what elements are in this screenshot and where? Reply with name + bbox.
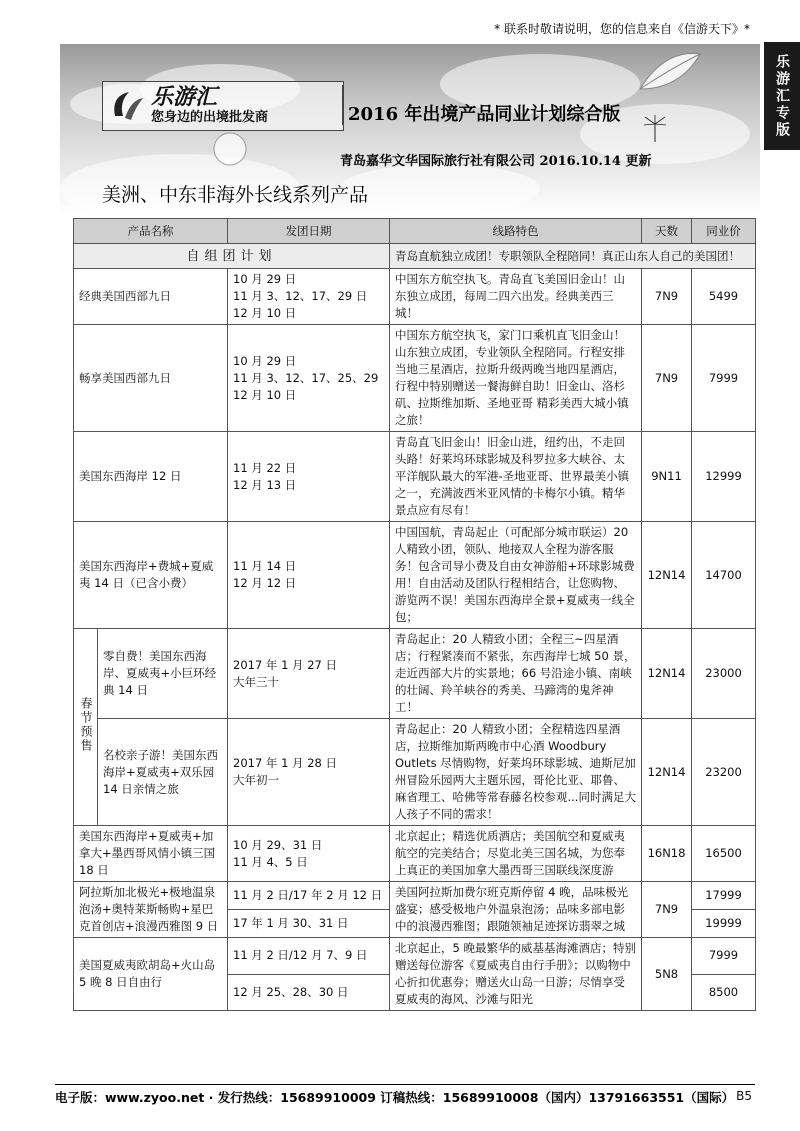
product-dates (228, 269, 390, 325)
product-name: 美国东西海岸+夏威夷+加拿大+墨西哥风情小镇三国 18 日 (74, 826, 228, 882)
date-line: 大年初一 (233, 773, 279, 787)
dandelion-icon (640, 114, 670, 144)
product-price: 7999 (692, 325, 756, 432)
product-days: 12N14 (642, 719, 692, 826)
table-row (74, 522, 756, 629)
header-days: 天数 (642, 219, 692, 244)
date-line: 大年三十 (233, 674, 279, 689)
company-update: 青岛嘉华文华国际旅行社有限公司 2016.10.14 更新 (340, 154, 652, 169)
festival-label: 春节预售 (79, 696, 93, 753)
product-days: 7N9 (642, 882, 692, 938)
product-price: 7999 (692, 938, 756, 975)
product-price: 12999 (692, 432, 756, 522)
product-feature: 青岛起止：20 人精致小团；全程三~四星酒店；行程紧凑而不紧张，东西海岸七城 50 景，走近西部大片的实景地；66 号沿途小镇、南峡的壮阔、羚羊峡谷的秀美、马蹄湾的鬼斧神工！ (390, 629, 642, 719)
product-days: 7N9 (642, 325, 692, 432)
product-feature: 北京起止；精选优质酒店；美国航空和夏威夷航空的完美结合；尽览北美三国名城，为您奉上真正的美国加拿大墨西哥三国联线深度游 (390, 826, 642, 882)
self-group-name: 自组团计划 (74, 244, 390, 269)
side-tab: 乐游汇专版 (764, 42, 800, 150)
logo-swirl-icon (103, 83, 151, 129)
product-days: 9N11 (642, 432, 692, 522)
footer-divider (55, 1084, 755, 1085)
leaf-icon (635, 49, 705, 99)
table-row (74, 325, 756, 432)
logo-slogan: 您身边的出境批发商 (151, 110, 269, 125)
page-number: B5 (736, 1089, 752, 1103)
table-row (74, 826, 756, 882)
product-price: 16500 (692, 826, 756, 882)
table-header-row (74, 219, 756, 244)
product-price: 23200 (692, 719, 756, 826)
date-line: 12 月 10 日 (233, 306, 297, 320)
date-line: 12 月 12 日 (233, 576, 297, 590)
product-days: 12N14 (642, 522, 692, 629)
date-line: 10 月 29 日 (233, 272, 297, 286)
table-row (74, 629, 756, 719)
table-row (74, 719, 756, 826)
date-line: 10 月 29 日 (233, 353, 297, 368)
date-line: 11 月 3、12、17、29 日 (233, 289, 368, 303)
product-dates (228, 522, 390, 629)
product-name: 经典美国西部九日 (74, 269, 228, 325)
footer-contact: 电子版：www.zyoo.net · 发行热线：15689910009 订稿热线：15689910008（国内）13791663551（国际） (55, 1090, 735, 1105)
header-dates: 发团日期 (228, 219, 390, 244)
product-feature: 北京起止，5 晚最繁华的威基基海滩酒店；特别赠送每位游客《夏威夷自由行手册》；以购物中心折扣优惠券；赠送火山岛一日游；尽情享受夏威夷的海风、沙滩与阳光 (390, 938, 642, 1011)
product-dates: 11 月 2 日/12 月 7、9 日 (228, 938, 390, 975)
table-row (74, 938, 756, 975)
product-name: 零自费！美国东西海岸、夏威夷+小巨环经典 14 日 (98, 629, 228, 719)
date-line: 11 月 3、12、17、25、29 (233, 370, 379, 385)
header-name: 产品名称 (74, 219, 228, 244)
product-dates: 17 年 1 月 30、31 日 (228, 910, 390, 938)
header-feature: 线路特色 (390, 219, 642, 244)
table-row (74, 269, 756, 325)
table-row (74, 432, 756, 522)
product-price: 14700 (692, 522, 756, 629)
product-feature: 中国国航，青岛起止（可配部分城市联运）20 人精致小团，领队、地接双人全程为游客服务！包含司导小费及自由女神游船+环球影城费用！自由活动及团队行程相结合，让您购物、游览两不误！美国东西海岸全景+夏威夷一线全包； (390, 522, 642, 629)
date-line: 11 月 4、5 日 (233, 854, 308, 869)
date-line: 2017 年 1 月 27 日 (233, 657, 337, 672)
product-price: 19999 (692, 910, 756, 938)
banner-divider (342, 85, 343, 125)
logo-name: 乐游汇 (151, 85, 218, 110)
date-line: 12 月 13 日 (233, 477, 297, 492)
date-line: 11 月 22 日 (233, 460, 297, 475)
product-dates (228, 719, 390, 826)
top-note: * 联系时敬请说明，您的信息来自《信游天下》* (494, 22, 750, 36)
product-price: 5499 (692, 269, 756, 325)
product-dates (228, 826, 390, 882)
product-name: 名校亲子游！美国东西海岸+夏威夷+双乐园 14 日亲情之旅 (98, 719, 228, 826)
header-price: 同业价 (692, 219, 756, 244)
product-dates (228, 325, 390, 432)
product-name: 美国东西海岸 12 日 (74, 432, 228, 522)
product-name: 畅享美国西部九日 (74, 325, 228, 432)
product-price: 8500 (692, 974, 756, 1011)
product-days: 16N18 (642, 826, 692, 882)
product-name: 美国夏威夷欧胡岛+火山岛 5 晚 8 日自由行 (74, 938, 228, 1011)
self-group-row (74, 244, 756, 269)
product-price: 17999 (692, 882, 756, 910)
section-title: 美洲、中东非海外长线系列产品 (102, 184, 369, 206)
product-dates (228, 629, 390, 719)
product-feature: 青岛起止：20 人精致小团；全程精选四星酒店，拉斯维加斯两晚市中心酒 Woodbury Outlets 尽情购物，好莱坞环球影城、迪斯尼加州冒险乐园两大主题乐园，哥伦比亚、耶鲁、麻省理工、哈佛等常春藤名校参观...同时满足大人孩子不同的需求！ (390, 719, 642, 826)
product-name: 美国东西海岸+费城+夏威夷 14 日（已含小费） (74, 522, 228, 629)
product-dates (228, 432, 390, 522)
product-days: 12N14 (642, 629, 692, 719)
date-line: 12 月 10 日 (233, 387, 297, 402)
product-feature: 中国东方航空执飞，家门口乘机直飞旧金山！山东独立成团，专业领队全程陪同。行程安排当地三星酒店，拉斯升级两晚当地四星酒店，行程中特别赠送一餐海鲜自助！旧金山、洛杉矶、拉斯维加斯、圣地亚哥 精彩美西大城小镇之旅！ (390, 325, 642, 432)
banner-title: 2016 年出境产品同业计划综合版 (348, 104, 621, 125)
date-line: 2017 年 1 月 28 日 (233, 756, 337, 770)
table-row (74, 882, 756, 910)
product-dates: 11 月 2 日/17 年 2 月 12 日 (228, 882, 390, 910)
products-table (73, 218, 756, 1011)
logo (102, 81, 344, 131)
product-feature: 青岛直飞旧金山！旧金山进，纽约出，不走回头路！好莱坞环球影城及科罗拉多大峡谷、太平洋舰队最大的军港-圣地亚哥、世界最美小镇之一，充满波西米亚风情的卡梅尔小镇。精华景点应有尽有！ (390, 432, 642, 522)
self-group-desc: 青岛直航独立成团！专职领队全程陪同！真正山东人自己的美国团！ (390, 244, 756, 269)
festival-label-cell (74, 629, 98, 826)
date-line: 10 月 29、31 日 (233, 837, 323, 852)
product-price: 23000 (692, 629, 756, 719)
product-name: 阿拉斯加北极光+极地温泉泡汤+奥特莱斯畅购+星巴克首创店+浪漫西雅图 9 日 (74, 882, 228, 938)
product-feature: 美国阿拉斯加费尔班克斯停留 4 晚，品味极光盛宴；感受极地户外温泉泡汤；品味多部电影中的浪漫西雅图；跟随领袖足迹探访翡翠之城 (390, 882, 642, 938)
product-days: 7N9 (642, 269, 692, 325)
product-feature: 中国东方航空执飞。青岛直飞美国旧金山！山东独立成团，每周二四六出发。经典美西三城！ (390, 269, 642, 325)
product-dates: 12 月 25、28、30 日 (228, 974, 390, 1011)
date-line: 11 月 14 日 (233, 559, 297, 573)
product-days: 5N8 (642, 938, 692, 1011)
bubble-icon (210, 129, 250, 169)
